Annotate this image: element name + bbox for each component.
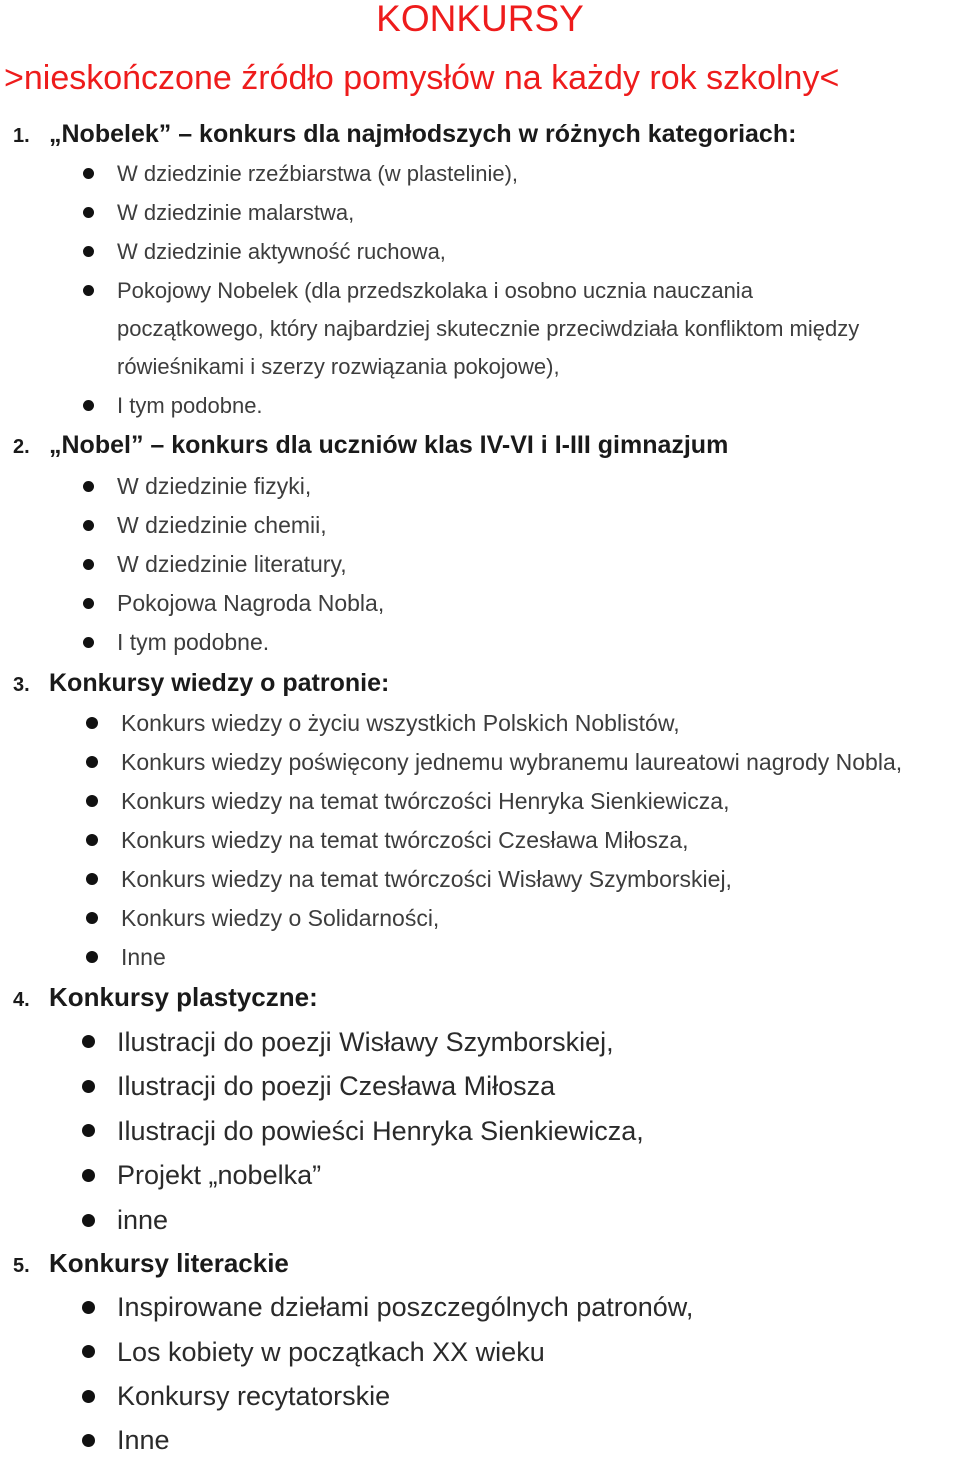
list-item: Konkurs wiedzy poświęcony jednemu wybranemu laureatowi nagrody Nobla, <box>121 749 903 775</box>
list-item: Konkurs wiedzy na temat twórczości Wisławy Szymborskiej, <box>121 866 732 892</box>
bullet-icon <box>83 168 94 179</box>
page-title: KONKURSY <box>376 0 584 39</box>
section-heading <box>13 663 389 705</box>
list-item: Ilustracji do powieści Henryka Sienkiewicza, <box>117 1116 644 1146</box>
bullet-icon <box>86 756 98 768</box>
page-subtitle: >nieskończone źródło pomysłów na każdy rok szkolny< <box>4 59 840 97</box>
bullet-icon <box>83 246 94 257</box>
list-item: inne <box>117 1205 169 1235</box>
bullet-icon <box>83 285 94 296</box>
list-item: Pokojowy Nobelek (dla przedszkolaka i osobno ucznia nauczania <box>117 278 753 303</box>
list-item: I tym podobne. <box>117 629 270 655</box>
bullet-icon <box>82 1390 95 1403</box>
bullet-icon <box>86 717 98 729</box>
section-number: 1. <box>13 125 30 147</box>
bullet-icon <box>82 1434 95 1447</box>
section-number: 3. <box>13 674 30 696</box>
list-item: Ilustracji do poezji Czesława Miłosza <box>117 1071 556 1101</box>
section-heading <box>13 977 318 1020</box>
list-item: W dziedzinie chemii, <box>117 512 327 538</box>
list-item: Inspirowane dziełami poszczególnych patronów, <box>117 1292 694 1322</box>
section-title: „Nobel” – konkurs dla uczniów klas IV-VI i I-III gimnazjum <box>49 431 729 459</box>
list-item: W dziedzinie aktywność ruchowa, <box>117 239 446 264</box>
section-heading <box>13 114 796 156</box>
bullet-icon <box>83 207 94 218</box>
bullet-icon <box>82 1080 95 1093</box>
list-item: Projekt „nobelka” <box>117 1160 322 1190</box>
bullet-icon <box>86 951 98 963</box>
list-item: Konkurs wiedzy na temat twórczości Czesława Miłosza, <box>121 827 689 853</box>
list-item: Konkurs wiedzy o Solidarności, <box>121 905 440 931</box>
bullet-icon <box>86 873 98 885</box>
list-item: Inne <box>117 1425 170 1455</box>
list-item: Ilustracji do poezji Wisławy Szymborskiej, <box>117 1027 614 1057</box>
section-heading <box>13 1243 289 1286</box>
bullet-icon <box>82 1035 95 1048</box>
list-item: W dziedzinie rzeźbiarstwa (w plastelinie), <box>117 161 519 186</box>
list-item: Inne <box>121 944 166 970</box>
section-title: Konkursy literackie <box>49 1248 289 1278</box>
bullet-icon <box>83 520 94 531</box>
list-item: W dziedzinie malarstwa, <box>117 200 355 225</box>
bullet-icon <box>82 1214 95 1227</box>
section-heading <box>13 425 728 467</box>
section-title: „Nobelek” – konkurs dla najmłodszych w różnych kategoriach: <box>49 120 797 148</box>
bullet-icon <box>86 795 98 807</box>
bullet-icon <box>82 1124 95 1137</box>
bullet-icon <box>83 481 94 492</box>
list-item: Konkursy recytatorskie <box>117 1381 391 1411</box>
section-title: Konkursy wiedzy o patronie: <box>49 669 390 697</box>
list-item: I tym podobne. <box>117 393 263 418</box>
section-title: Konkursy plastyczne: <box>49 982 318 1012</box>
bullet-icon <box>83 559 94 570</box>
section-number: 2. <box>13 436 30 458</box>
list-item: Konkurs wiedzy o życiu wszystkich Polskich Noblistów, <box>121 710 680 736</box>
bullet-icon <box>83 637 94 648</box>
list-item: W dziedzinie fizyki, <box>117 473 312 499</box>
list-item: Los kobiety w początkach XX wieku <box>117 1337 545 1367</box>
bullet-icon <box>82 1169 95 1182</box>
bullet-icon <box>86 912 98 924</box>
section-number: 4. <box>13 989 30 1011</box>
bullet-icon <box>83 598 94 609</box>
bullet-icon <box>82 1301 95 1314</box>
list-item: Pokojowa Nagroda Nobla, <box>117 590 385 616</box>
list-item: Konkurs wiedzy na temat twórczości Henryka Sienkiewicza, <box>121 788 730 814</box>
list-item-continuation: początkowego, który najbardziej skutecznie przeciwdziała konfliktom między <box>117 316 860 341</box>
bullet-icon <box>82 1345 95 1358</box>
list-item-continuation: rówieśnikami i szerzy rozwiązania pokojowe), <box>117 354 560 379</box>
bullet-icon <box>86 834 98 846</box>
bullet-icon <box>83 400 94 411</box>
list-item: W dziedzinie literatury, <box>117 551 347 577</box>
section-number: 5. <box>13 1255 30 1277</box>
